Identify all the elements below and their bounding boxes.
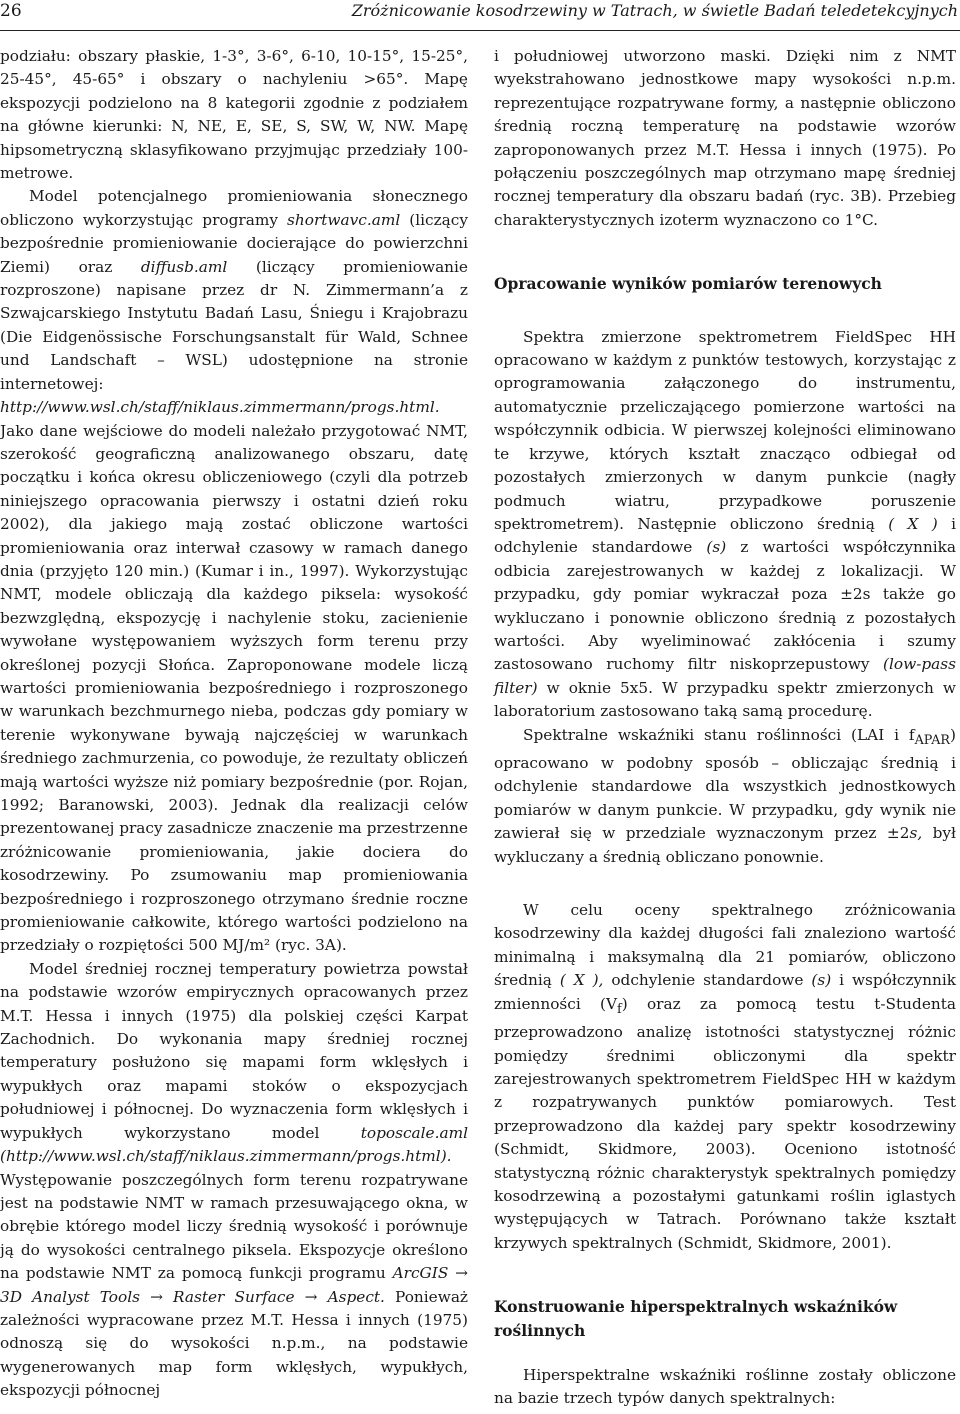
page-number: 26 — [0, 1, 22, 21]
section-heading: Konstruowanie hiperspektralnych wskaźników roślinnych — [494, 1297, 898, 1340]
subscript: f — [617, 1001, 622, 1017]
paragraph — [494, 326, 956, 724]
text-run: Spektralne wskaźniki stanu roślinności (LAI i f — [523, 725, 915, 744]
text-run: Model średniej rocznej temperatury powietrza powstał na podstawie wzorów empirycznych opracowanych przez M.T. Hessa i innych (1975) dla polskiej części Karpat Zachodnich. Do wykonania mapy średniej rocznej temperatury posłużono się mapami form wklęsłych i wypukłych oraz mapami stoków o ekspozycjach południowej i północnej. Do wyznaczenia form wklęsłych i wypukłych wykorzystano model — [0, 959, 468, 1142]
text-run: Jako dane wejściowe do modeli należało przygotować NMT, szerokość geograficzną analizowanego obszaru, datę początku i końca okresu obliczeniowego (czyli dla potrzeb niniejszego opracowania pierwszy i ostatni dzień roku 2002), dla jakiego mają zostać obliczone wartości promieniowania oraz interwał czasowy w ramach danego dnia (przyjęto 120 min.) (Kumar i in., 1997). Wykorzystując NMT, modele obliczają dla każdego piksela: wysokość bezwzględną, ekspozycję i nachylenie stoku, zacienienie wywołane występowaniem wyższych form terenu przy określonej pozycji Słońca. Zaproponowane modele liczą wartości promieniowania bezpośredniego i rozproszonego w warunkach bezchmurnego nieba, podczas gdy pomiary w terenie wykonywane bywają najczęściej w warunkach średniego zachmurzenia, co powoduje, że rezultaty obliczeń mają wartości wyższe niż pomiary bezpośrednie (por. Rojan, 1992; Baranowski, 2003). Jednak dla realizacji celów prezentowanej pracy zasadnicze znaczenie ma przestrzenne zróżnicowanie promieniowania, jakie dociera do kosodrzewiny. Po zsumowaniu map promieniowania bezpośredniego i rozproszonego otrzymano średnie roczne promieniowanie całkowite, którego wartości podzielono na przedziały o rozpiętości 500 MJ/m² (ryc. 3A). — [0, 421, 468, 955]
math-symbol: (s) — [706, 538, 727, 557]
paragraph — [494, 899, 956, 1255]
subscript: APAR — [914, 732, 951, 748]
paragraph: i południowej utworzono maski. Dzięki nim z NMT wyekstrahowano jednostkowe mapy wysokości n.p.m. reprezentujące rozpatrywane formy, a następnie obliczono średnią roczną temperaturę na podstawie wzorów zaproponowanych przez M.T. Hessa i innych (1975). Po połączeniu poszczególnych map otrzymano mapę średniej rocznej temperatury dla obszaru badań (ryc. 3B). Przebieg charakterystycznych izoterm wyznaczono co 1°C. — [494, 47, 956, 229]
paragraph — [0, 185, 468, 957]
text-run: Spektra zmierzone spektrometrem FieldSpec HH opracowano w każdym z punktów testowych, korzystając z oprogramowania załączonego do instrumentu, automatycznie przeliczającego pomierzone wartości na współczynnik odbicia. W pierwszej kolejności eliminowano te krzywe, których kształt znacząco odbiegał od pozostałych zmierzonych w danym punkcie (nagły podmuch wiatru, przypadkowe poruszenie spektrometrem). Następnie obliczono średnią — [494, 327, 956, 533]
text-run: Model potencjalnego promieniowania słonecznego obliczono wykorzystując programy — [0, 187, 468, 229]
url-text: toposcale.aml (http://www.wsl.ch/staff/niklaus.zimmermann/progs.html). — [0, 1123, 468, 1166]
text-run: odchylenie standardowe — [603, 971, 812, 990]
text-run: ) oraz za pomocą testu t-Studenta przeprowadzono analizę istotności statystycznej różnic pomiędzy średnimi obliczonymi dla spektr zarejestrowanych spektrometrem FieldSpec HH w każdym z rozpatrywanych punktów pomiarowych. Test przeprowadzono dla każdej pary spektr kosodrzewiny (Schmidt, Skidmore, 2003). Oceniono istotność statystyczną różnic charakterystyk spektralnych pomiędzy kosodrzewiną a pozostałymi gatunkami roślin iglastych występujących w Tatrach. Porównano także kształt krzywych spektralnych (Schmidt, Skidmore, 2001). — [494, 994, 956, 1252]
text-run: z wartości współczynnika odbicia zarejestrowanych w każdej z lokalizacji. W przypadku, gdy pomiar wykraczał poza ±2s także go wykluczano i ponownie obliczono średnią z pozostałych wartości. Aby wyeliminować zakłócenia i szumy zastosowano ruchomy filtr niskoprzepustowy — [494, 538, 956, 674]
right-column — [494, 45, 956, 1411]
text-run: W celu oceny spektralnego zróżnicowania kosodrzewiny dla każdej długości fali znaleziono wartość minimalną i maksymalną dla 21 pomiarów, obliczono średnią — [494, 901, 956, 990]
left-column — [0, 45, 468, 1403]
text-run: ) opracowano w podobny sposób – obliczając średnią i odchylenie standardowe dla wszystkich jednostkowych pomiarów w danym punkcie. W przypadku, gdy wynik nie zawierał się w przedziale wyznaczonym przez ±2 — [494, 725, 956, 843]
software-path: ArcGIS → 3D Analyst Tools → Raster Surface → Aspect. — [0, 1264, 468, 1306]
math-symbol: ( X ), — [559, 971, 604, 990]
term: (low-pass filter) — [494, 655, 956, 697]
math-symbol: ( X ) — [888, 514, 938, 533]
paragraph — [0, 958, 468, 1403]
text-run: Ponieważ zależności wypracowane przez M.T. Hessa i innych (1975) odnoszą się do wysokości n.p.m., na podstawie wygenerowanych map form wklęsłych, wypukłych, ekspozycji północnej — [0, 1287, 468, 1400]
math-symbol: s, — [909, 824, 923, 843]
text-run: (liczący promieniowanie rozproszone) napisane przez dr N. Zimmermann’a z Szwajcarskiego Instytutu Badań Lasu, Śniegu i Krajobrazu (Die Eidgenössische Forschungsanstalt für Wald, Schnee und Landschaft – WSL) udostępnione na stronie internetowej: — [0, 257, 468, 393]
text-run: Występowanie poszczególnych form terenu rozpatrywane jest na podstawie NMT w ramach przesuwającego okna, w obrębie którego model liczy średnią wysokość i porównuje ją do wysokości centralnego piksela. Ekspozycje określono na podstawie NMT za pomocą funkcji programu — [0, 1170, 468, 1283]
text-run: był wykluczany a średnią obliczano ponownie. — [494, 824, 956, 866]
text-run: i współczynnik zmienności (V — [494, 971, 957, 1013]
url-text: http://www.wsl.ch/staff/niklaus.zimmermann/progs.html. — [0, 398, 440, 417]
page-header — [0, 0, 960, 31]
paragraph: Hiperspektralne wskaźniki roślinne zostały obliczone na bazie trzech typów danych spektralnych: — [494, 1366, 956, 1408]
file-name: diffusb.aml — [140, 257, 228, 276]
math-symbol: (s) — [811, 971, 832, 990]
text-run: (liczący bezpośrednie promieniowanie docierające do powierzchni Ziemi) oraz — [0, 210, 468, 276]
file-name: shortwavc.aml — [287, 210, 401, 229]
text-run: w oknie 5x5. W przypadku spektr zmierzonych w laboratorium zastosowano taką samą procedurę. — [494, 678, 956, 721]
text-run: i odchylenie standardowe — [494, 514, 956, 557]
running-title: Zróżnicowanie kosodrzewiny w Tatrach, w świetle Badań teledetekcyjnych — [351, 1, 958, 20]
paragraph: podziału: obszary płaskie, 1-3°, 3-6°, 6-10, 10-15°, 15-25°, 25-45°, 45-65° i obszary o nachyleniu >65°. Mapę ekspozycji podzielono na 8 kategorii zgodnie z podziałem na główne kierunki: N, NE, E, SE, S, SW, W, NW. Mapę hipsometryczną sklasyfikowano przyjmując przedziały 100-metrowe. — [0, 47, 468, 183]
section-heading: Opracowanie wyników pomiarów terenowych — [494, 274, 882, 294]
paragraph — [494, 724, 956, 869]
